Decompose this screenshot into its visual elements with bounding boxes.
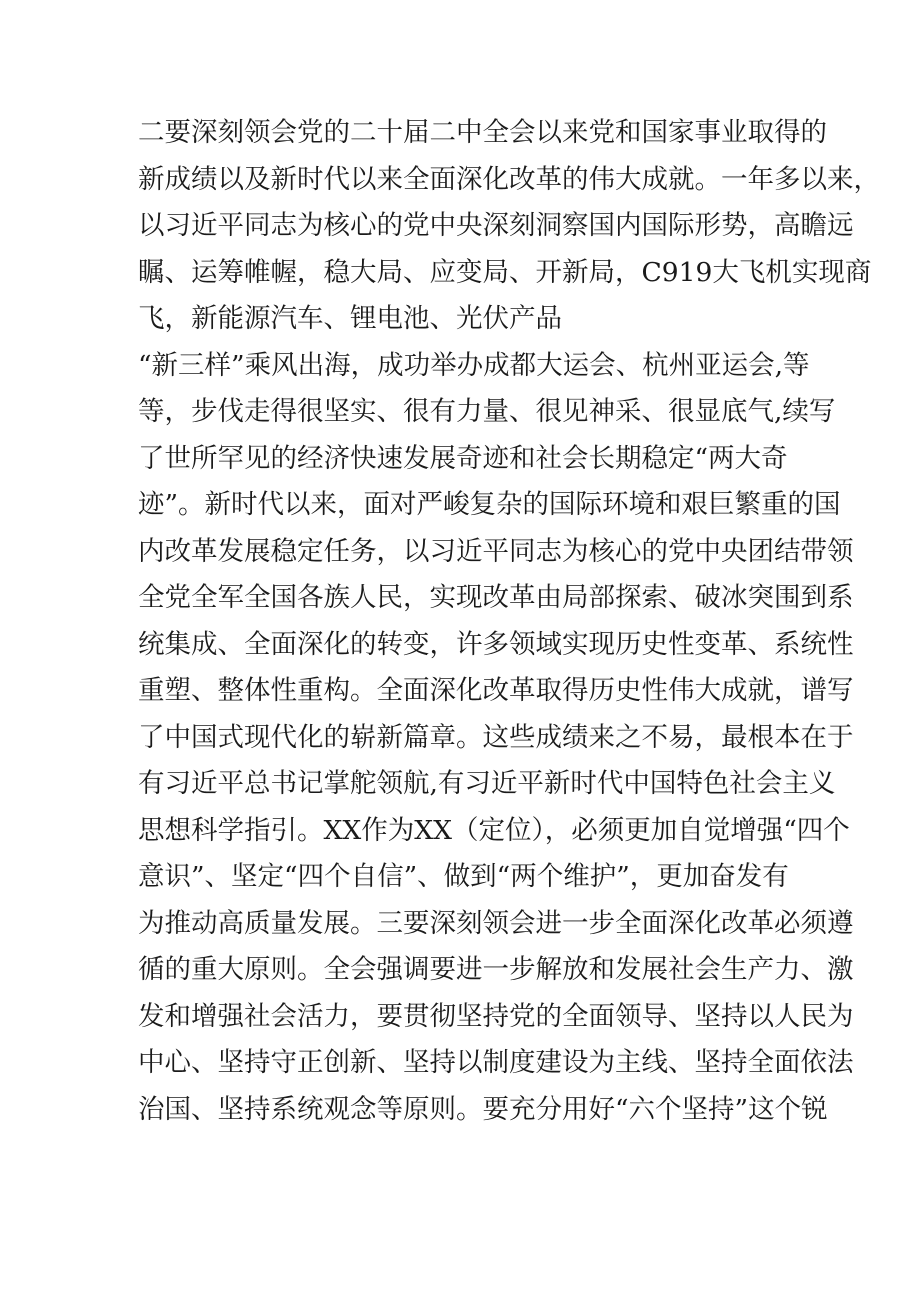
- text-line-9: 迹”。新时代以来，面对严峻复杂的国际环境和艰巨繁重的国: [138, 489, 841, 520]
- text-line-7: 等，步伐走得很坚实、很有力量、很见神采、很显底气,续写: [138, 396, 836, 427]
- text-line-2: 新成绩以及新时代以来全面深化改革的伟大成就。一年多以来，: [138, 163, 880, 195]
- text-line-14: 了中国式现代化的崭新篇章。这些成绩来之不易，最根本在于: [138, 721, 854, 753]
- text-line-18: 为推动高质量发展。三要深刻领会进一步全面深化改革必须遵: [138, 907, 854, 939]
- text-line-10: 内改革发展稳定任务，以习近平同志为核心的党中央团结带领: [138, 535, 854, 567]
- text-line-5: 飞，新能源汽车、锂电池、光伏产品: [138, 303, 562, 334]
- body-paragraph: [138, 110, 880, 1133]
- text-line-17: 意识”、坚定“四个自信”、做到“两个维护”，更加奋发有: [138, 861, 789, 892]
- text-line-6: “新三样”乘风出海，成功举办成都大运会、杭州亚运会,等: [138, 349, 810, 381]
- text-line-11: 全党全军全国各族人民，实现改革由局部探索、破冰突围到系: [138, 582, 854, 613]
- text-line-16: 思想科学指引。XX作为XX（定位），必须更加自觉增强“四个: [138, 814, 850, 846]
- text-line-13: 重塑、整体性重构。全面深化改革取得历史性伟大成就，谱写: [138, 675, 854, 706]
- text-line-1: 二要深刻领会党的二十届二中全会以来党和国家事业取得的: [138, 117, 827, 148]
- text-line-3: 以习近平同志为核心的党中央深刻洞察国内国际形势，高瞻远: [138, 210, 854, 241]
- text-line-19: 循的重大原则。全会强调要进一步解放和发展社会生产力、激: [138, 954, 854, 985]
- text-line-12: 统集成、全面深化的转变，许多领域实现历史性变革、系统性: [138, 628, 854, 660]
- text-line-15: 有习近平总书记掌舵领航,有习近平新时代中国特色社会主义: [138, 768, 836, 799]
- text-line-8: 了世所罕见的经济快速发展奇迹和社会长期稳定“两大奇: [138, 442, 788, 474]
- text-line-20: 发和增强社会活力，要贯彻坚持党的全面领导、坚持以人民为: [138, 1000, 854, 1032]
- text-line-22: 治国、坚持系统观念等原则。要充分用好“六个坚持”这个锐: [138, 1093, 828, 1125]
- text-line-4: 瞩、运筹帷幄，稳大局、应变局、开新局，C919大飞机实现商: [138, 256, 872, 288]
- text-line-21: 中心、坚持守正创新、坚持以制度建设为主线、坚持全面依法: [138, 1047, 854, 1078]
